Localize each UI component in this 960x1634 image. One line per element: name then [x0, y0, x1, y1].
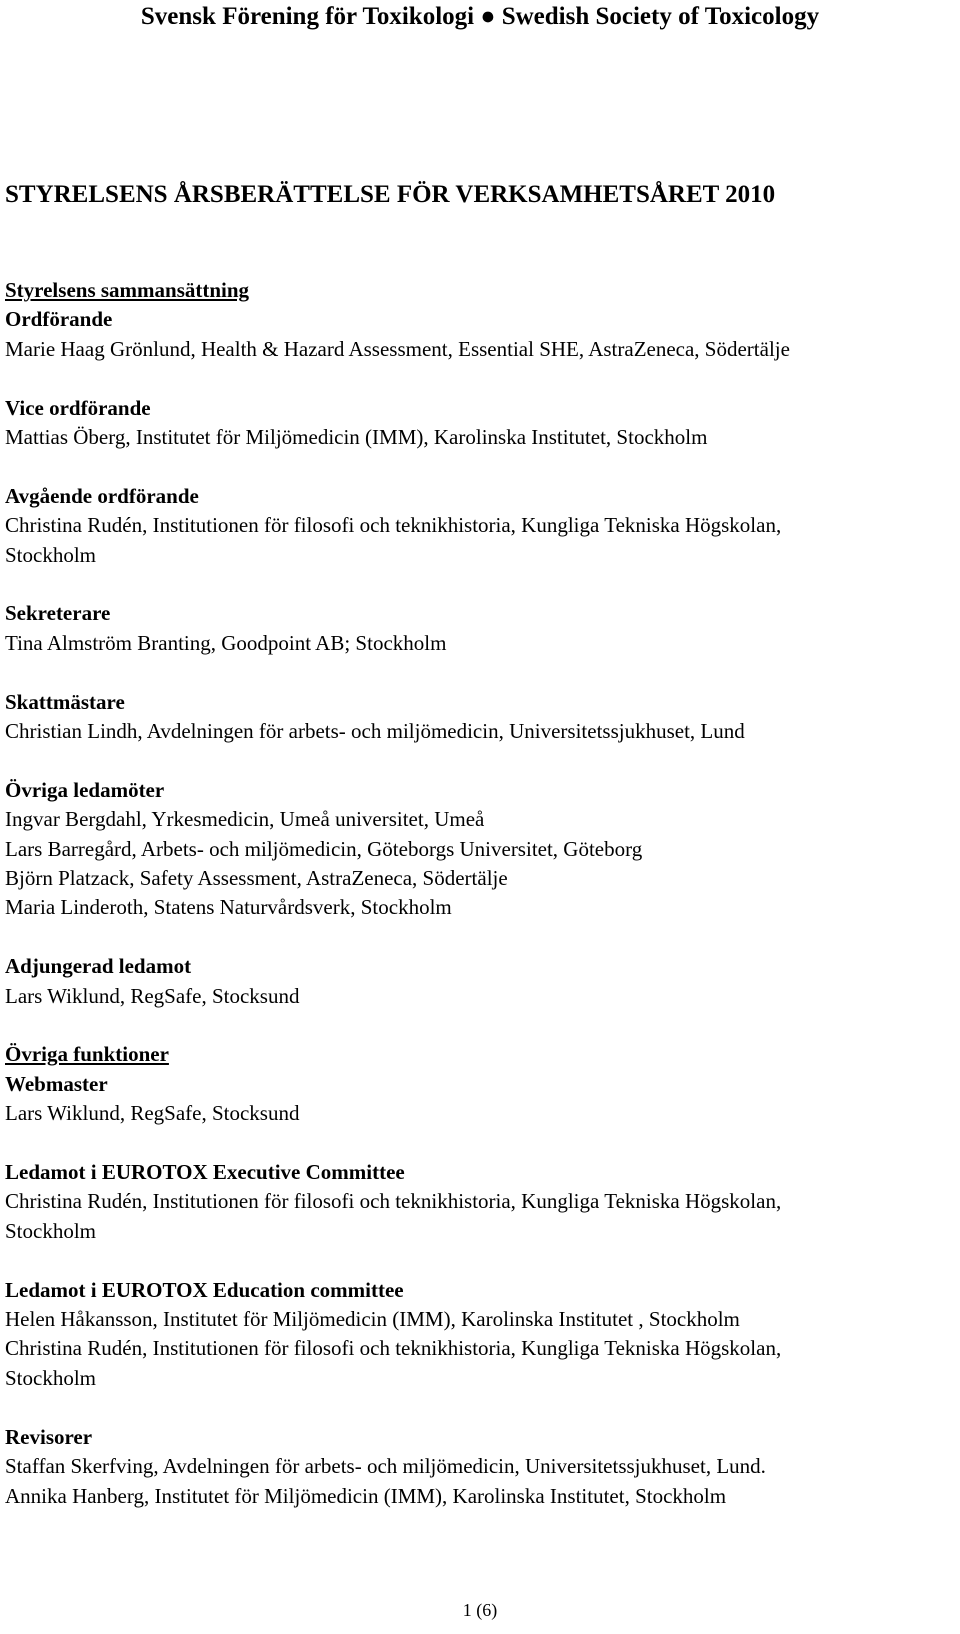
role-heading-outgoing-chair: Avgående ordförande — [5, 483, 199, 508]
spacer — [5, 364, 955, 393]
member-line: Maria Linderoth, Statens Naturvårdsverk, Stockholm — [5, 895, 452, 920]
section-heading-other-functions: Övriga funktioner — [5, 1042, 169, 1067]
spacer — [5, 1246, 955, 1275]
spacer — [5, 1129, 955, 1158]
document-page — [5, 0, 955, 1508]
member-line: Tina Almström Branting, Goodpoint AB; Stockholm — [5, 630, 447, 655]
member-line: Stockholm — [5, 542, 97, 567]
section-heading-board: Styrelsens sammansättning — [5, 278, 250, 302]
document-title: STYRELSENS ÅRSBERÄTTELSE FÖR VERKSAMHETSÅRET 2010 — [5, 181, 776, 208]
member-line: Ingvar Bergdahl, Yrkesmedicin, Umeå universitet, Umeå — [5, 807, 485, 832]
member-line: Christina Rudén, Institutionen för filosofi och teknikhistoria, Kungliga Tekniska Högskolan, — [5, 513, 782, 538]
member-line: Christina Rudén, Institutionen för filosofi och teknikhistoria, Kungliga Tekniska Högskolan, — [5, 1336, 782, 1361]
spacer — [5, 746, 955, 775]
document-body — [5, 276, 955, 1511]
member-line: Lars Barregård, Arbets- och miljömedicin, Göteborgs Universitet, Göteborg — [5, 836, 643, 861]
role-heading-secretary: Sekreterare — [5, 601, 111, 626]
member-line: Marie Haag Grönlund, Health & Hazard Assessment, Essential SHE, AstraZeneca, Södertälje — [5, 336, 790, 361]
member-line: Annika Hanberg, Institutet för Miljömedicin (IMM), Karolinska Institutet, Stockholm — [5, 1483, 727, 1508]
member-line: Stockholm — [5, 1218, 97, 1243]
role-heading-treasurer: Skattmästare — [5, 689, 125, 714]
spacer — [5, 452, 955, 481]
role-heading-vice-chair: Vice ordförande — [5, 395, 151, 420]
role-heading-eurotox-executive: Ledamot i EUROTOX Executive Committee — [5, 1160, 405, 1185]
member-line: Christina Rudén, Institutionen för filosofi och teknikhistoria, Kungliga Tekniska Högskolan, — [5, 1189, 782, 1214]
spacer — [5, 1393, 955, 1422]
role-heading-webmaster: Webmaster — [5, 1071, 108, 1096]
member-line: Christian Lindh, Avdelningen för arbets- och miljömedicin, Universitetssjukhuset, Lund — [5, 719, 745, 744]
spacer — [5, 658, 955, 687]
role-heading-chair: Ordförande — [5, 307, 113, 332]
page-number: 1 (6) — [462, 1600, 498, 1620]
spacer — [5, 1011, 955, 1040]
member-line: Lars Wiklund, RegSafe, Stocksund — [5, 983, 300, 1008]
role-heading-other-members: Övriga ledamöter — [5, 777, 165, 802]
member-line: Stockholm — [5, 1365, 97, 1390]
member-line: Staffan Skerfving, Avdelningen för arbets- och miljömedicin, Universitetssjukhuset, Lund. — [5, 1454, 766, 1479]
role-heading-auditors: Revisorer — [5, 1424, 93, 1449]
member-line: Helen Håkansson, Institutet för Miljömedicin (IMM), Karolinska Institutet , Stockholm — [5, 1307, 740, 1332]
spacer — [5, 570, 955, 599]
spacer — [5, 923, 955, 952]
member-line: Mattias Öberg, Institutet för Miljömedicin (IMM), Karolinska Institutet, Stockholm — [5, 425, 708, 450]
member-line: Björn Platzack, Safety Assessment, AstraZeneca, Södertälje — [5, 866, 508, 891]
role-heading-eurotox-education: Ledamot i EUROTOX Education committee — [5, 1277, 404, 1302]
member-line: Lars Wiklund, RegSafe, Stocksund — [5, 1101, 300, 1126]
role-heading-adjunct-member: Adjungerad ledamot — [5, 954, 192, 979]
society-header: Svensk Förening för Toxikologi ● Swedish Society of Toxicology — [140, 3, 820, 30]
